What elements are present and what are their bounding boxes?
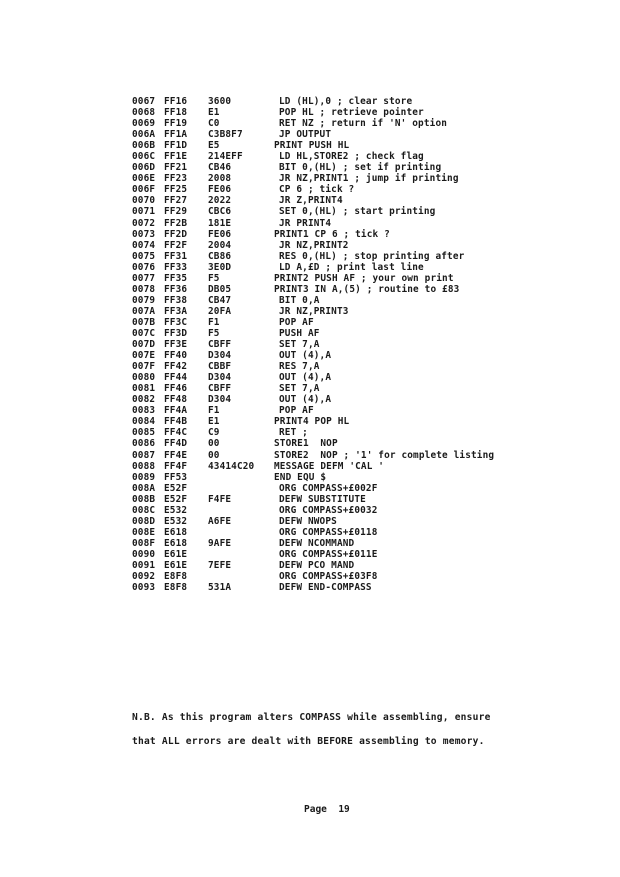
address: FF3D — [164, 327, 188, 339]
source: DEFW NWOPS — [279, 515, 337, 527]
address: FF2F — [164, 239, 188, 251]
source: PRINT3 IN A,(5) ; routine to £83 — [274, 283, 460, 295]
source: ORG COMPASS+£002F — [279, 482, 378, 494]
source: ORG COMPASS+£0118 — [279, 526, 378, 538]
source: ORG COMPASS+£011E — [279, 548, 378, 560]
line-number: 0071 — [132, 206, 156, 218]
object-code: CBC6 — [208, 206, 232, 218]
line-number: 0088 — [132, 460, 156, 472]
source: CP 6 ; tick ? — [279, 184, 355, 196]
line-number: 0085 — [132, 427, 156, 439]
line-number: 0091 — [132, 559, 156, 571]
address: E61E — [164, 559, 188, 571]
address: FF36 — [164, 283, 188, 295]
object-code: 20FA — [208, 305, 232, 317]
line-number: 0078 — [132, 283, 156, 295]
line-number: 007C — [132, 327, 156, 339]
object-code: 00 — [208, 449, 220, 461]
object-code: F4FE — [208, 493, 232, 505]
object-code: CBBF — [208, 361, 232, 373]
object-code: 2022 — [208, 195, 232, 207]
line-number: 0093 — [132, 582, 156, 594]
line-number: 0067 — [132, 96, 156, 107]
address: FF38 — [164, 294, 188, 306]
object-code: CB47 — [208, 294, 232, 306]
address: FF40 — [164, 350, 188, 362]
line-number: 0076 — [132, 261, 156, 273]
address: FF4C — [164, 427, 188, 439]
line-number: 008F — [132, 537, 156, 549]
line-number: 0068 — [132, 107, 156, 119]
line-number: 0082 — [132, 394, 156, 406]
address: FF31 — [164, 250, 188, 262]
source: JR NZ,PRINT2 — [279, 239, 349, 251]
source: OUT (4),A — [279, 394, 332, 406]
address: E52F — [164, 482, 188, 494]
object-code: E1 — [208, 107, 220, 119]
source: RES 0,(HL) ; stop printing after — [279, 250, 465, 262]
line-number: 007F — [132, 361, 156, 373]
object-code: 00 — [208, 438, 220, 450]
line-number: 0090 — [132, 548, 156, 560]
line-number: 0077 — [132, 272, 156, 284]
line-number: 0081 — [132, 383, 156, 395]
address: FF3A — [164, 305, 188, 317]
source: PUSH AF — [279, 327, 320, 339]
source: RET NZ ; return if 'N' option — [279, 118, 448, 130]
object-code: 43414C20 — [208, 460, 255, 472]
address: E61E — [164, 548, 188, 560]
source: RES 7,A — [279, 361, 320, 373]
line-number: 008C — [132, 504, 156, 516]
line-number: 0084 — [132, 416, 156, 428]
source: JP OUTPUT — [279, 129, 332, 141]
source: PRINT1 CP 6 ; tick ? — [274, 228, 390, 240]
address: FF1E — [164, 151, 188, 163]
source: BIT 0,A — [279, 294, 320, 306]
address: FF53 — [164, 471, 188, 483]
source: PRINT PUSH HL — [274, 140, 350, 152]
line-number: 006E — [132, 173, 156, 185]
object-code: 9AFE — [208, 537, 232, 549]
line-number: 0089 — [132, 471, 156, 483]
object-code: FE06 — [208, 184, 232, 196]
source: END EQU $ — [274, 471, 327, 483]
line-number: 0087 — [132, 449, 156, 461]
address: FF35 — [164, 272, 188, 284]
object-code: 214EFF — [208, 151, 243, 163]
source: SET 7,A — [279, 383, 320, 395]
address: FF4D — [164, 438, 188, 450]
object-code: F5 — [208, 327, 220, 339]
source: POP AF — [279, 405, 314, 417]
line-number: 006F — [132, 184, 156, 196]
source: BIT 0,(HL) ; set if printing — [279, 162, 442, 174]
address: E532 — [164, 515, 188, 527]
object-code: 181E — [208, 217, 232, 229]
object-code: CB46 — [208, 162, 232, 174]
source: DEFW PCO MAND — [279, 559, 355, 571]
line-number: 006B — [132, 140, 156, 152]
line-number: 007A — [132, 305, 156, 317]
line-number: 0074 — [132, 239, 156, 251]
address: FF48 — [164, 394, 188, 406]
object-code: D304 — [208, 394, 232, 406]
object-code: CBFF — [208, 339, 232, 351]
source: DEFW SUBSTITUTE — [279, 493, 366, 505]
object-code: CBFF — [208, 383, 232, 395]
address: FF33 — [164, 261, 188, 273]
object-code: 7EFE — [208, 559, 232, 571]
source: SET 0,(HL) ; start printing — [279, 206, 436, 218]
object-code: F1 — [208, 405, 220, 417]
address: FF4F — [164, 460, 188, 472]
source: JR NZ,PRINT3 — [279, 305, 349, 317]
line-number: 0086 — [132, 438, 156, 450]
object-code: FE06 — [208, 228, 232, 240]
source: OUT (4),A — [279, 350, 332, 362]
object-code: C3B8F7 — [208, 129, 243, 141]
object-code: 3E0D — [208, 261, 232, 273]
address: FF2B — [164, 217, 188, 229]
object-code: DB05 — [208, 283, 232, 295]
line-number: 008A — [132, 482, 156, 494]
address: E618 — [164, 537, 188, 549]
object-code: 2008 — [208, 173, 232, 185]
line-number: 007B — [132, 316, 156, 328]
line-number: 0083 — [132, 405, 156, 417]
object-code: 531A — [208, 582, 232, 594]
object-code: CB86 — [208, 250, 232, 262]
address: FF16 — [164, 96, 188, 107]
source: STORE2 NOP ; '1' for complete listing — [274, 449, 495, 461]
address: FF19 — [164, 118, 188, 130]
address: FF44 — [164, 372, 188, 384]
line-number: 0075 — [132, 250, 156, 262]
line-number: 0070 — [132, 195, 156, 207]
source: STORE1 NOP — [274, 438, 338, 450]
line-number: 006A — [132, 129, 156, 141]
address: FF25 — [164, 184, 188, 196]
object-code: E1 — [208, 416, 220, 428]
source: MESSAGE DEFM 'CAL ' — [274, 460, 385, 472]
note-paragraph — [132, 700, 491, 760]
source: JR NZ,PRINT1 ; jump if printing — [279, 173, 459, 185]
line-number: 0073 — [132, 228, 156, 240]
address: E52F — [164, 493, 188, 505]
object-code: 3600 — [208, 96, 232, 107]
object-code: 2004 — [208, 239, 232, 251]
source: PRINT4 POP HL — [274, 416, 350, 428]
note-line-2: that ALL errors are dealt with BEFORE assembling to memory. — [132, 736, 485, 747]
address: E8F8 — [164, 571, 188, 583]
line-number: 008E — [132, 526, 156, 538]
object-code: C9 — [208, 427, 220, 439]
source: DEFW END-COMPASS — [279, 582, 372, 594]
object-code: C0 — [208, 118, 220, 130]
object-code: E5 — [208, 140, 220, 152]
address: FF1D — [164, 140, 188, 152]
address: FF3E — [164, 339, 188, 351]
source: POP HL ; retrieve pointer — [279, 107, 424, 119]
address: FF1A — [164, 129, 188, 141]
address: E8F8 — [164, 582, 188, 594]
note-line-1: N.B. As this program alters COMPASS while assembling, ensure — [132, 712, 491, 723]
address: FF21 — [164, 162, 188, 174]
line-number: 008D — [132, 515, 156, 527]
address: FF23 — [164, 173, 188, 185]
address: FF4E — [164, 449, 188, 461]
object-code: F1 — [208, 316, 220, 328]
source: LD (HL),0 ; clear store — [279, 96, 413, 107]
line-number: 0069 — [132, 118, 156, 130]
source: PRINT2 PUSH AF ; your own print — [274, 272, 454, 284]
address: FF18 — [164, 107, 188, 119]
address: FF27 — [164, 195, 188, 207]
object-code: D304 — [208, 350, 232, 362]
address: FF42 — [164, 361, 188, 373]
source: JR PRINT4 — [279, 217, 332, 229]
source: SET 7,A — [279, 339, 320, 351]
address: FF29 — [164, 206, 188, 218]
source: RET ; — [279, 427, 308, 439]
source: LD HL,STORE2 ; check flag — [279, 151, 424, 163]
source: POP AF — [279, 316, 314, 328]
line-number: 007E — [132, 350, 156, 362]
source: ORG COMPASS+£03F8 — [279, 571, 378, 583]
source: LD A,£D ; print last line — [279, 261, 424, 273]
address: E532 — [164, 504, 188, 516]
object-code: D304 — [208, 372, 232, 384]
line-number: 006C — [132, 151, 156, 163]
object-code: A6FE — [208, 515, 232, 527]
address: FF4A — [164, 405, 188, 417]
page-number: Page 19 — [304, 804, 350, 815]
source: DEFW NCOMMAND — [279, 537, 355, 549]
address: FF46 — [164, 383, 188, 395]
line-number: 0072 — [132, 217, 156, 229]
source: JR Z,PRINT4 — [279, 195, 343, 207]
line-number: 008B — [132, 493, 156, 505]
address: E618 — [164, 526, 188, 538]
address: FF4B — [164, 416, 188, 428]
source: ORG COMPASS+£0032 — [279, 504, 378, 516]
source: OUT (4),A — [279, 372, 332, 384]
line-number: 0080 — [132, 372, 156, 384]
line-number: 007D — [132, 339, 156, 351]
address: FF3C — [164, 316, 188, 328]
object-code: F5 — [208, 272, 220, 284]
line-number: 0079 — [132, 294, 156, 306]
line-number: 0092 — [132, 571, 156, 583]
line-number: 006D — [132, 162, 156, 174]
address: FF2D — [164, 228, 188, 240]
